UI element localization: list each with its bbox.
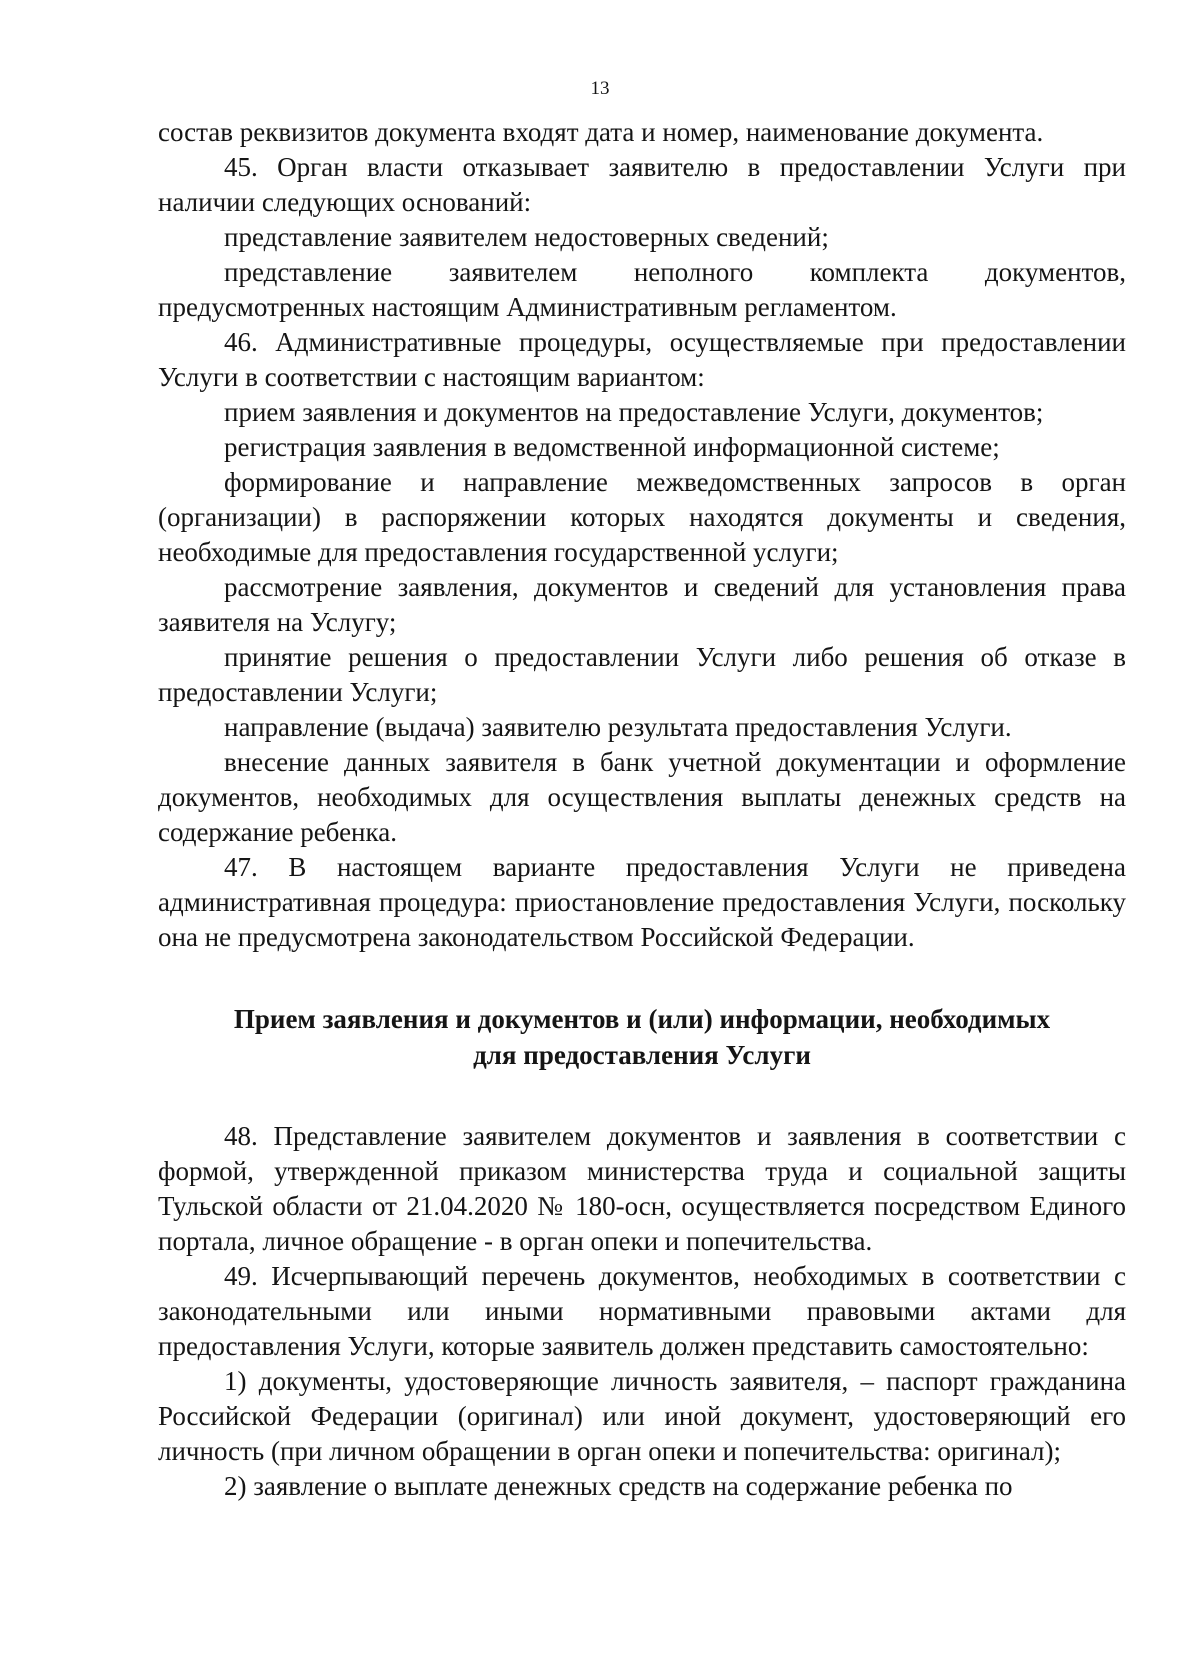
paragraph-46-item-1: прием заявления и документов на предоставление Услуги, документов; xyxy=(224,397,1044,427)
paragraph-45-item-2: представление заявителем неполного комплекта документов, предусмотренных настоящим Административным регламентом. xyxy=(158,257,1126,322)
paragraph-49-item-2: 2) заявление о выплате денежных средств на содержание ребенка по xyxy=(224,1471,1013,1501)
document-body xyxy=(158,115,1126,1504)
paragraph-49: 49. Исчерпывающий перечень документов, необходимых в соответствии с законодательными или иными нормативными правовыми актами для предоставления Услуги, которые заявитель должен представить самостоятельно: xyxy=(158,1261,1126,1361)
paragraph-46-item-3: формирование и направление межведомственных запросов в орган (организации) в распоряжении которых находятся документы и сведения, необходимые для предоставления государственной услуги; xyxy=(158,467,1126,567)
paragraph-46-item-7: внесение данных заявителя в банк учетной документации и оформление документов, необходимых для осуществления выплаты денежных средств на содержание ребенка. xyxy=(158,747,1126,847)
page-number: 13 xyxy=(590,78,610,99)
paragraph-48: 48. Представление заявителем документов и заявления в соответствии с формой, утвержденной приказом министерства труда и социальной защиты Тульской области от 21.04.2020 № 180-осн, осуществляется посредством Единого портала, личное обращение - в орган опеки и попечительства. xyxy=(158,1121,1126,1256)
paragraph-46-item-6: направление (выдача) заявителю результата предоставления Услуги. xyxy=(224,712,1012,742)
paragraph-continuation: состав реквизитов документа входят дата и номер, наименование документа. xyxy=(158,117,1044,147)
paragraph-47: 47. В настоящем варианте предоставления Услуги не приведена административная процедура: приостановление предоставления Услуги, поскольку она не предусмотрена законодательством Российской Федерации. xyxy=(158,852,1126,952)
section-heading xyxy=(158,1001,1126,1073)
paragraph-49-item-1: 1) документы, удостоверяющие личность заявителя, – паспорт гражданина Российской Федерации (оригинал) или иной документ, удостоверяющий его личность (при личном обращении в орган опеки и попечительства: оригинал); xyxy=(158,1366,1126,1466)
paragraph-46: 46. Административные процедуры, осуществляемые при предоставлении Услуги в соответствии с настоящим вариантом: xyxy=(158,327,1126,392)
paragraph-46-item-4: рассмотрение заявления, документов и сведений для установления права заявителя на Услугу; xyxy=(158,572,1126,637)
section-heading-line-1: Прием заявления и документов и (или) информации, необходимых xyxy=(233,1004,1051,1034)
paragraph-45: 45. Орган власти отказывает заявителю в предоставлении Услуги при наличии следующих оснований: xyxy=(158,152,1126,217)
paragraph-46-item-5: принятие решения о предоставлении Услуги либо решения об отказе в предоставлении Услуги; xyxy=(158,642,1126,707)
paragraph-46-item-2: регистрация заявления в ведомственной информационной системе; xyxy=(224,432,1000,462)
paragraph-45-item-1: представление заявителем недостоверных сведений; xyxy=(224,222,829,252)
section-heading-line-2: для предоставления Услуги xyxy=(473,1040,811,1070)
